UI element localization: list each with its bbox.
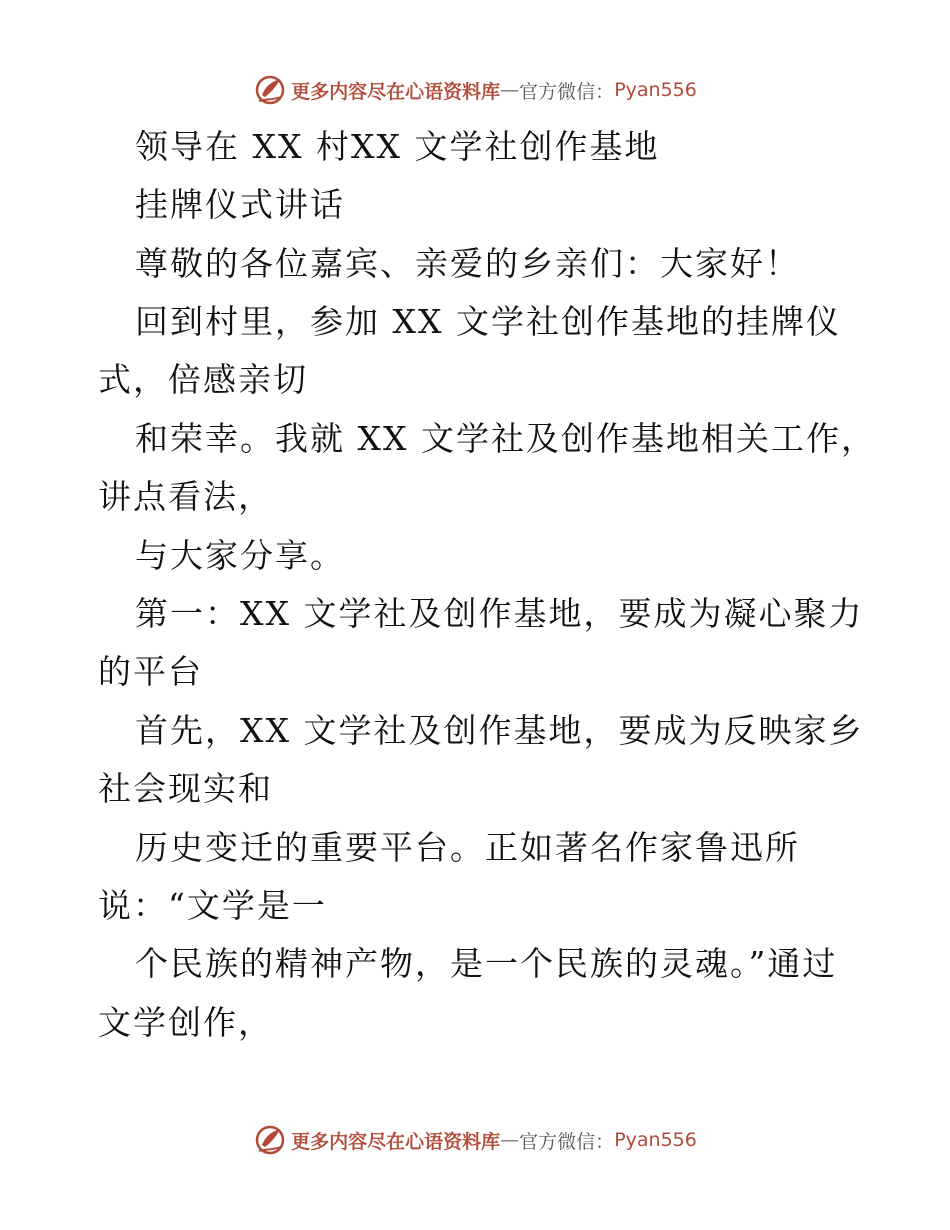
banner-wechat-handle: Pyan556 [614,79,697,101]
paragraph-line: 与大家分享。 [135,536,345,575]
title-line-1: 领导在 XX 村XX 文学社创作基地 [135,127,660,166]
paragraph-line: 式，倍感亲切 [98,360,308,399]
paragraph-line: 讲点看法， [98,477,273,516]
section-heading-line: 第一：XX 文学社及创作基地，要成为凝心聚力 [135,594,864,633]
banner-dash: — [500,79,520,101]
greeting-line: 尊敬的各位嘉宾、亲爱的乡亲们：大家好！ [135,244,800,283]
banner-wechat-label: 官方微信： [519,1130,615,1153]
banner-wechat-handle: Pyan556 [614,1129,697,1151]
paragraph-line: 回到村里，参加 XX 文学社创作基地的挂牌仪 [135,302,841,341]
header-watermark-banner [0,70,950,110]
banner-brand-text: 更多内容尽在心语资料库 [291,1130,501,1153]
banner-wechat-label: 官方微信： [519,80,615,103]
paragraph-line: 和荣幸。我就 XX 文学社及创作基地相关工作， [135,419,876,458]
paragraph-line: 说：“文学是一 [98,886,327,925]
paragraph-line: 历史变迁的重要平台。正如著名作家鲁迅所 [135,828,800,867]
paragraph-line: 首先，XX 文学社及创作基地，要成为反映家乡 [135,711,864,750]
banner-dash: — [500,1129,520,1151]
title-line-2: 挂牌仪式讲话 [135,185,345,224]
paragraph-line: 文学创作， [98,1003,273,1042]
paragraph-line: 社会现实和 [98,769,273,808]
quill-swirl-logo-icon [253,73,287,107]
quill-swirl-logo-icon [253,1123,287,1157]
paragraph-line: 个民族的精神产物，是一个民族的灵魂。”通过 [135,944,838,983]
banner-brand-text: 更多内容尽在心语资料库 [291,80,501,103]
section-heading-line: 的平台 [98,652,203,691]
footer-watermark-banner [0,1120,950,1160]
